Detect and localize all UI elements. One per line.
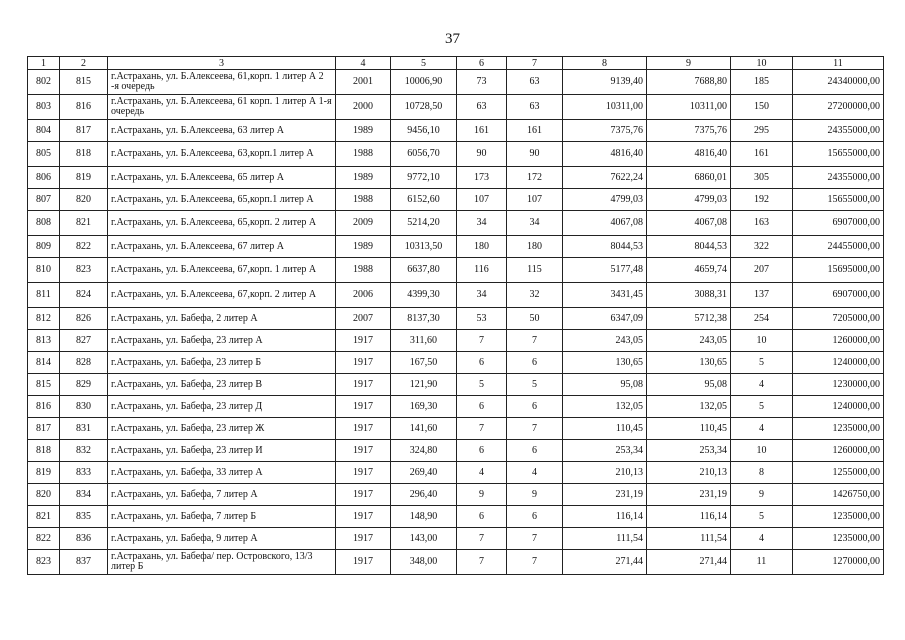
col6-cell: 7 <box>457 330 507 352</box>
col9-cell: 4067,08 <box>647 211 731 236</box>
year-cell: 2006 <box>336 283 391 308</box>
table-row <box>28 462 884 484</box>
col8-cell: 111,54 <box>563 528 647 550</box>
col6-cell: 5 <box>457 374 507 396</box>
table-row <box>28 440 884 462</box>
col10-cell: 185 <box>731 70 793 95</box>
col6-cell: 34 <box>457 211 507 236</box>
total-area-cell: 141,60 <box>391 418 457 440</box>
col10-cell: 8 <box>731 462 793 484</box>
col6-cell: 6 <box>457 396 507 418</box>
row-number: 820 <box>28 484 60 506</box>
year-cell: 1917 <box>336 440 391 462</box>
table-body <box>28 70 884 575</box>
address-cell: г.Астрахань, ул. Б.Алексеева, 61 корп. 1 литер А 1-я очередь <box>108 95 336 120</box>
record-number: 817 <box>60 120 108 142</box>
col7-cell: 4 <box>507 462 563 484</box>
col8-cell: 9139,40 <box>563 70 647 95</box>
col6-cell: 180 <box>457 236 507 258</box>
row-number: 823 <box>28 550 60 575</box>
col6-cell: 7 <box>457 418 507 440</box>
record-number: 829 <box>60 374 108 396</box>
total-area-cell: 10313,50 <box>391 236 457 258</box>
table-header <box>28 57 884 70</box>
total-area-cell: 169,30 <box>391 396 457 418</box>
col10-cell: 11 <box>731 550 793 575</box>
col8-cell: 231,19 <box>563 484 647 506</box>
col8-cell: 10311,00 <box>563 95 647 120</box>
col7-cell: 161 <box>507 120 563 142</box>
year-cell: 2007 <box>336 308 391 330</box>
amount-cell: 1230000,00 <box>793 374 884 396</box>
year-cell: 2000 <box>336 95 391 120</box>
record-number: 820 <box>60 189 108 211</box>
table-row <box>28 167 884 189</box>
col7-cell: 6 <box>507 352 563 374</box>
row-number: 816 <box>28 396 60 418</box>
col9-cell: 253,34 <box>647 440 731 462</box>
col8-cell: 4067,08 <box>563 211 647 236</box>
col10-cell: 254 <box>731 308 793 330</box>
col7-cell: 7 <box>507 418 563 440</box>
col6-cell: 107 <box>457 189 507 211</box>
year-cell: 1988 <box>336 258 391 283</box>
col10-cell: 137 <box>731 283 793 308</box>
col7-cell: 6 <box>507 440 563 462</box>
row-number: 803 <box>28 95 60 120</box>
column-header: 9 <box>647 57 731 70</box>
amount-cell: 24355000,00 <box>793 120 884 142</box>
row-number: 815 <box>28 374 60 396</box>
col8-cell: 7622,24 <box>563 167 647 189</box>
row-number: 818 <box>28 440 60 462</box>
col6-cell: 63 <box>457 95 507 120</box>
col8-cell: 8044,53 <box>563 236 647 258</box>
year-cell: 2009 <box>336 211 391 236</box>
col10-cell: 161 <box>731 142 793 167</box>
column-header: 8 <box>563 57 647 70</box>
column-header: 11 <box>793 57 884 70</box>
row-number: 813 <box>28 330 60 352</box>
address-cell: г.Астрахань, ул. Бабефа, 7 литер Б <box>108 506 336 528</box>
address-cell: г.Астрахань, ул. Бабефа, 33 литер А <box>108 462 336 484</box>
row-number: 802 <box>28 70 60 95</box>
table-row <box>28 352 884 374</box>
col7-cell: 7 <box>507 330 563 352</box>
address-cell: г.Астрахань, ул. Б.Алексеева, 65,корп. 2 литер А <box>108 211 336 236</box>
col8-cell: 116,14 <box>563 506 647 528</box>
col7-cell: 90 <box>507 142 563 167</box>
col9-cell: 210,13 <box>647 462 731 484</box>
col10-cell: 295 <box>731 120 793 142</box>
col10-cell: 5 <box>731 506 793 528</box>
table-row <box>28 396 884 418</box>
total-area-cell: 348,00 <box>391 550 457 575</box>
year-cell: 1917 <box>336 550 391 575</box>
year-cell: 1989 <box>336 167 391 189</box>
amount-cell: 24455000,00 <box>793 236 884 258</box>
year-cell: 1917 <box>336 484 391 506</box>
col10-cell: 192 <box>731 189 793 211</box>
col7-cell: 50 <box>507 308 563 330</box>
col9-cell: 243,05 <box>647 330 731 352</box>
amount-cell: 7205000,00 <box>793 308 884 330</box>
col10-cell: 322 <box>731 236 793 258</box>
col8-cell: 4816,40 <box>563 142 647 167</box>
year-cell: 1917 <box>336 528 391 550</box>
amount-cell: 1240000,00 <box>793 352 884 374</box>
col7-cell: 5 <box>507 374 563 396</box>
column-header: 4 <box>336 57 391 70</box>
row-number: 804 <box>28 120 60 142</box>
table-row <box>28 283 884 308</box>
col7-cell: 63 <box>507 70 563 95</box>
col9-cell: 271,44 <box>647 550 731 575</box>
amount-cell: 1235000,00 <box>793 418 884 440</box>
record-number: 833 <box>60 462 108 484</box>
record-number: 828 <box>60 352 108 374</box>
address-cell: г.Астрахань, ул. Б.Алексеева, 63 литер А <box>108 120 336 142</box>
row-number: 814 <box>28 352 60 374</box>
amount-cell: 1426750,00 <box>793 484 884 506</box>
table-row <box>28 484 884 506</box>
year-cell: 1989 <box>336 236 391 258</box>
col9-cell: 95,08 <box>647 374 731 396</box>
amount-cell: 24340000,00 <box>793 70 884 95</box>
row-number: 822 <box>28 528 60 550</box>
amount-cell: 27200000,00 <box>793 95 884 120</box>
col8-cell: 3431,45 <box>563 283 647 308</box>
col10-cell: 305 <box>731 167 793 189</box>
col10-cell: 4 <box>731 374 793 396</box>
amount-cell: 1270000,00 <box>793 550 884 575</box>
table-row <box>28 418 884 440</box>
col8-cell: 5177,48 <box>563 258 647 283</box>
year-cell: 1917 <box>336 462 391 484</box>
col6-cell: 6 <box>457 440 507 462</box>
col6-cell: 173 <box>457 167 507 189</box>
col6-cell: 53 <box>457 308 507 330</box>
row-number: 821 <box>28 506 60 528</box>
col7-cell: 34 <box>507 211 563 236</box>
col9-cell: 7375,76 <box>647 120 731 142</box>
col9-cell: 3088,31 <box>647 283 731 308</box>
amount-cell: 6907000,00 <box>793 211 884 236</box>
amount-cell: 24355000,00 <box>793 167 884 189</box>
col6-cell: 6 <box>457 352 507 374</box>
table-row <box>28 506 884 528</box>
col8-cell: 130,65 <box>563 352 647 374</box>
address-cell: г.Астрахань, ул. Б.Алексеева, 61,корп. 1 литер А 2 -я очередь <box>108 70 336 95</box>
col7-cell: 107 <box>507 189 563 211</box>
col10-cell: 5 <box>731 352 793 374</box>
col7-cell: 6 <box>507 506 563 528</box>
record-number: 816 <box>60 95 108 120</box>
address-cell: г.Астрахань, ул. Б.Алексеева, 67,корп. 2 литер А <box>108 283 336 308</box>
total-area-cell: 5214,20 <box>391 211 457 236</box>
col7-cell: 172 <box>507 167 563 189</box>
amount-cell: 1240000,00 <box>793 396 884 418</box>
col7-cell: 32 <box>507 283 563 308</box>
address-cell: г.Астрахань, ул. Б.Алексеева, 67,корп. 1 литер А <box>108 258 336 283</box>
total-area-cell: 148,90 <box>391 506 457 528</box>
record-number: 830 <box>60 396 108 418</box>
col9-cell: 132,05 <box>647 396 731 418</box>
header-row <box>28 57 884 70</box>
col10-cell: 4 <box>731 418 793 440</box>
row-number: 809 <box>28 236 60 258</box>
col8-cell: 7375,76 <box>563 120 647 142</box>
table-row <box>28 308 884 330</box>
address-cell: г.Астрахань, ул. Б.Алексеева, 65,корп.1 литер А <box>108 189 336 211</box>
record-number: 815 <box>60 70 108 95</box>
total-area-cell: 296,40 <box>391 484 457 506</box>
record-number: 826 <box>60 308 108 330</box>
amount-cell: 15655000,00 <box>793 142 884 167</box>
amount-cell: 6907000,00 <box>793 283 884 308</box>
row-number: 805 <box>28 142 60 167</box>
table-row <box>28 550 884 575</box>
total-area-cell: 6056,70 <box>391 142 457 167</box>
amount-cell: 1260000,00 <box>793 440 884 462</box>
column-header: 7 <box>507 57 563 70</box>
record-number: 832 <box>60 440 108 462</box>
col8-cell: 271,44 <box>563 550 647 575</box>
year-cell: 1917 <box>336 418 391 440</box>
total-area-cell: 9772,10 <box>391 167 457 189</box>
record-number: 824 <box>60 283 108 308</box>
col9-cell: 4659,74 <box>647 258 731 283</box>
table-row <box>28 258 884 283</box>
total-area-cell: 6152,60 <box>391 189 457 211</box>
col10-cell: 10 <box>731 440 793 462</box>
year-cell: 1917 <box>336 352 391 374</box>
col7-cell: 63 <box>507 95 563 120</box>
table-row <box>28 95 884 120</box>
record-number: 836 <box>60 528 108 550</box>
table-row <box>28 528 884 550</box>
amount-cell: 1235000,00 <box>793 506 884 528</box>
record-number: 831 <box>60 418 108 440</box>
col6-cell: 34 <box>457 283 507 308</box>
col6-cell: 7 <box>457 528 507 550</box>
col9-cell: 6860,01 <box>647 167 731 189</box>
total-area-cell: 121,90 <box>391 374 457 396</box>
total-area-cell: 6637,80 <box>391 258 457 283</box>
record-number: 822 <box>60 236 108 258</box>
address-cell: г.Астрахань, ул. Бабефа, 23 литер А <box>108 330 336 352</box>
col6-cell: 90 <box>457 142 507 167</box>
column-header: 3 <box>108 57 336 70</box>
col8-cell: 132,05 <box>563 396 647 418</box>
col10-cell: 163 <box>731 211 793 236</box>
row-number: 819 <box>28 462 60 484</box>
col9-cell: 4816,40 <box>647 142 731 167</box>
row-number: 808 <box>28 211 60 236</box>
col9-cell: 8044,53 <box>647 236 731 258</box>
page-number: 37 <box>445 31 460 47</box>
col6-cell: 73 <box>457 70 507 95</box>
row-number: 817 <box>28 418 60 440</box>
col9-cell: 7688,80 <box>647 70 731 95</box>
year-cell: 1917 <box>336 506 391 528</box>
column-header: 10 <box>731 57 793 70</box>
address-cell: г.Астрахань, ул. Бабефа, 9 литер А <box>108 528 336 550</box>
col6-cell: 116 <box>457 258 507 283</box>
housing-registry-table <box>27 56 884 575</box>
table-row <box>28 211 884 236</box>
year-cell: 1917 <box>336 374 391 396</box>
col10-cell: 9 <box>731 484 793 506</box>
col7-cell: 9 <box>507 484 563 506</box>
col9-cell: 231,19 <box>647 484 731 506</box>
year-cell: 1917 <box>336 330 391 352</box>
col9-cell: 116,14 <box>647 506 731 528</box>
year-cell: 1988 <box>336 142 391 167</box>
address-cell: г.Астрахань, ул. Б.Алексеева, 63,корп.1 литер А <box>108 142 336 167</box>
col10-cell: 5 <box>731 396 793 418</box>
col9-cell: 4799,03 <box>647 189 731 211</box>
col10-cell: 10 <box>731 330 793 352</box>
col10-cell: 4 <box>731 528 793 550</box>
record-number: 821 <box>60 211 108 236</box>
col9-cell: 130,65 <box>647 352 731 374</box>
col9-cell: 5712,38 <box>647 308 731 330</box>
row-number: 806 <box>28 167 60 189</box>
col6-cell: 6 <box>457 506 507 528</box>
total-area-cell: 311,60 <box>391 330 457 352</box>
address-cell: г.Астрахань, ул. Бабефа, 7 литер А <box>108 484 336 506</box>
col8-cell: 95,08 <box>563 374 647 396</box>
column-header: 2 <box>60 57 108 70</box>
table-row <box>28 120 884 142</box>
row-number: 812 <box>28 308 60 330</box>
record-number: 834 <box>60 484 108 506</box>
year-cell: 2001 <box>336 70 391 95</box>
record-number: 819 <box>60 167 108 189</box>
column-header: 1 <box>28 57 60 70</box>
col9-cell: 111,54 <box>647 528 731 550</box>
col7-cell: 6 <box>507 396 563 418</box>
total-area-cell: 324,80 <box>391 440 457 462</box>
row-number: 807 <box>28 189 60 211</box>
total-area-cell: 8137,30 <box>391 308 457 330</box>
address-cell: г.Астрахань, ул. Бабефа, 23 литер В <box>108 374 336 396</box>
record-number: 827 <box>60 330 108 352</box>
record-number: 823 <box>60 258 108 283</box>
col8-cell: 4799,03 <box>563 189 647 211</box>
column-header: 6 <box>457 57 507 70</box>
total-area-cell: 269,40 <box>391 462 457 484</box>
amount-cell: 1260000,00 <box>793 330 884 352</box>
col6-cell: 7 <box>457 550 507 575</box>
total-area-cell: 9456,10 <box>391 120 457 142</box>
col7-cell: 115 <box>507 258 563 283</box>
table-row <box>28 330 884 352</box>
table-row <box>28 189 884 211</box>
amount-cell: 15655000,00 <box>793 189 884 211</box>
record-number: 835 <box>60 506 108 528</box>
col7-cell: 180 <box>507 236 563 258</box>
col8-cell: 210,13 <box>563 462 647 484</box>
row-number: 811 <box>28 283 60 308</box>
table-row <box>28 374 884 396</box>
table-row <box>28 236 884 258</box>
col6-cell: 4 <box>457 462 507 484</box>
col8-cell: 110,45 <box>563 418 647 440</box>
col7-cell: 7 <box>507 528 563 550</box>
total-area-cell: 4399,30 <box>391 283 457 308</box>
amount-cell: 1235000,00 <box>793 528 884 550</box>
amount-cell: 1255000,00 <box>793 462 884 484</box>
col6-cell: 161 <box>457 120 507 142</box>
col9-cell: 110,45 <box>647 418 731 440</box>
address-cell: г.Астрахань, ул. Бабефа/ пер. Островского, 13/3 литер Б <box>108 550 336 575</box>
table-row <box>28 70 884 95</box>
year-cell: 1917 <box>336 396 391 418</box>
address-cell: г.Астрахань, ул. Б.Алексеева, 65 литер А <box>108 167 336 189</box>
record-number: 837 <box>60 550 108 575</box>
total-area-cell: 10728,50 <box>391 95 457 120</box>
year-cell: 1989 <box>336 120 391 142</box>
address-cell: г.Астрахань, ул. Б.Алексеева, 67 литер А <box>108 236 336 258</box>
total-area-cell: 143,00 <box>391 528 457 550</box>
col8-cell: 253,34 <box>563 440 647 462</box>
col9-cell: 10311,00 <box>647 95 731 120</box>
table-row <box>28 142 884 167</box>
address-cell: г.Астрахань, ул. Бабефа, 2 литер А <box>108 308 336 330</box>
col6-cell: 9 <box>457 484 507 506</box>
address-cell: г.Астрахань, ул. Бабефа, 23 литер И <box>108 440 336 462</box>
amount-cell: 15695000,00 <box>793 258 884 283</box>
year-cell: 1988 <box>336 189 391 211</box>
address-cell: г.Астрахань, ул. Бабефа, 23 литер Д <box>108 396 336 418</box>
col8-cell: 243,05 <box>563 330 647 352</box>
total-area-cell: 167,50 <box>391 352 457 374</box>
total-area-cell: 10006,90 <box>391 70 457 95</box>
row-number: 810 <box>28 258 60 283</box>
column-header: 5 <box>391 57 457 70</box>
record-number: 818 <box>60 142 108 167</box>
address-cell: г.Астрахань, ул. Бабефа, 23 литер Б <box>108 352 336 374</box>
col8-cell: 6347,09 <box>563 308 647 330</box>
col10-cell: 150 <box>731 95 793 120</box>
col7-cell: 7 <box>507 550 563 575</box>
address-cell: г.Астрахань, ул. Бабефа, 23 литер Ж <box>108 418 336 440</box>
col10-cell: 207 <box>731 258 793 283</box>
